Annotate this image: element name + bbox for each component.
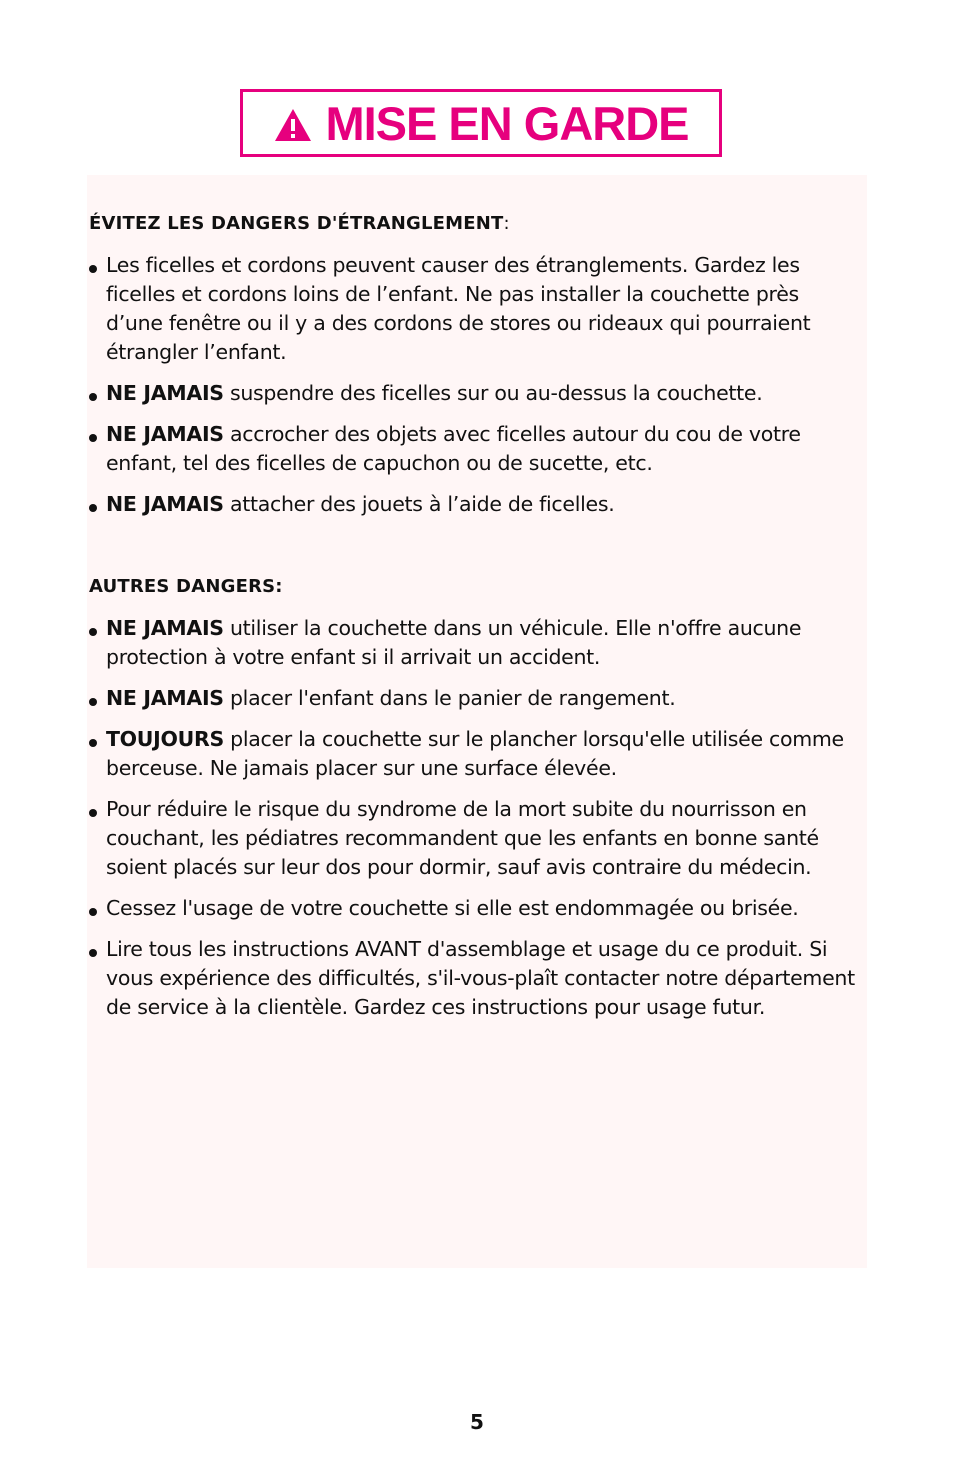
list-item bbox=[89, 614, 859, 672]
item-text: Lire tous les instructions AVANT d'assemblage et usage du ce produit. Si vous expérience des difficultés, s'il-vous-plaît contacter notre département de service à la clientèle. Gardez ces instructions pour usage futur. bbox=[106, 937, 855, 1019]
item-text: Cessez l'usage de votre couchette si elle est endommagée ou brisée. bbox=[106, 896, 799, 920]
list-item bbox=[89, 251, 859, 367]
list-item bbox=[89, 795, 859, 882]
item-text: Les ficelles et cordons peuvent causer des étranglements. Gardez les ficelles et cordons loins de l’enfant. Ne pas installer la couchette près d’une fenêtre ou il y a des cordons de stores ou rideaux qui pourraient étrangler l’enfant. bbox=[106, 253, 811, 364]
bullet-icon bbox=[89, 809, 97, 817]
section-title-text: AUTRES DANGERS: bbox=[89, 576, 283, 597]
section-other-dangers bbox=[89, 576, 859, 1034]
item-text: placer l'enfant dans le panier de rangement. bbox=[223, 686, 676, 710]
section-title bbox=[89, 213, 859, 235]
list-item bbox=[89, 379, 859, 408]
list-item bbox=[89, 490, 859, 519]
section-title-text: ÉVITEZ LES DANGERS D'ÉTRANGLEMENT bbox=[89, 213, 504, 234]
bullet-icon bbox=[89, 393, 97, 401]
item-lead: NE JAMAIS bbox=[106, 381, 224, 405]
item-text: accrocher des objets avec ficelles autour du cou de votre enfant, tel des ficelles de capuchon ou de sucette, etc. bbox=[106, 422, 801, 475]
item-lead: NE JAMAIS bbox=[106, 422, 224, 446]
item-text: utiliser la couchette dans un véhicule. Elle n'offre aucune protection à votre enfant si il arrivait un accident. bbox=[106, 616, 802, 669]
section-strangulation bbox=[89, 213, 859, 531]
list-item bbox=[89, 725, 859, 783]
item-text: Pour réduire le risque du syndrome de la mort subite du nourrisson en couchant, les pédiatres recommandent que les enfants en bonne santé soient placés sur leur dos pour dormir, sauf avis contraire du médecin. bbox=[106, 797, 819, 879]
list-item bbox=[89, 684, 859, 713]
bullet-icon bbox=[89, 504, 97, 512]
list-item bbox=[89, 420, 859, 478]
section-title-suffix: : bbox=[503, 213, 510, 234]
bullet-icon bbox=[89, 628, 97, 636]
item-text: attacher des jouets à l’aide de ficelles. bbox=[223, 492, 615, 516]
warning-title: MISE EN GARDE bbox=[325, 96, 689, 150]
item-lead: NE JAMAIS bbox=[106, 492, 224, 516]
item-text: placer la couchette sur le plancher lorsqu'elle utilisée comme berceuse. Ne jamais placer sur une surface élevée. bbox=[106, 727, 844, 780]
bullet-icon bbox=[89, 265, 97, 273]
warning-header bbox=[240, 89, 722, 157]
bullet-icon bbox=[89, 908, 97, 916]
bullet-icon bbox=[89, 739, 97, 747]
warning-triangle-icon bbox=[273, 107, 313, 143]
bullet-icon bbox=[89, 949, 97, 957]
list-item bbox=[89, 935, 859, 1022]
section-title bbox=[89, 576, 859, 598]
item-lead: NE JAMAIS bbox=[106, 686, 224, 710]
item-lead: TOUJOURS bbox=[106, 727, 224, 751]
list-item bbox=[89, 894, 859, 923]
page-number: 5 bbox=[470, 1410, 484, 1434]
bullet-icon bbox=[89, 434, 97, 442]
item-text: suspendre des ficelles sur ou au-dessus la couchette. bbox=[223, 381, 763, 405]
item-lead: NE JAMAIS bbox=[106, 616, 224, 640]
bullet-icon bbox=[89, 698, 97, 706]
bullet-list bbox=[89, 251, 859, 519]
bullet-list bbox=[89, 614, 859, 1022]
